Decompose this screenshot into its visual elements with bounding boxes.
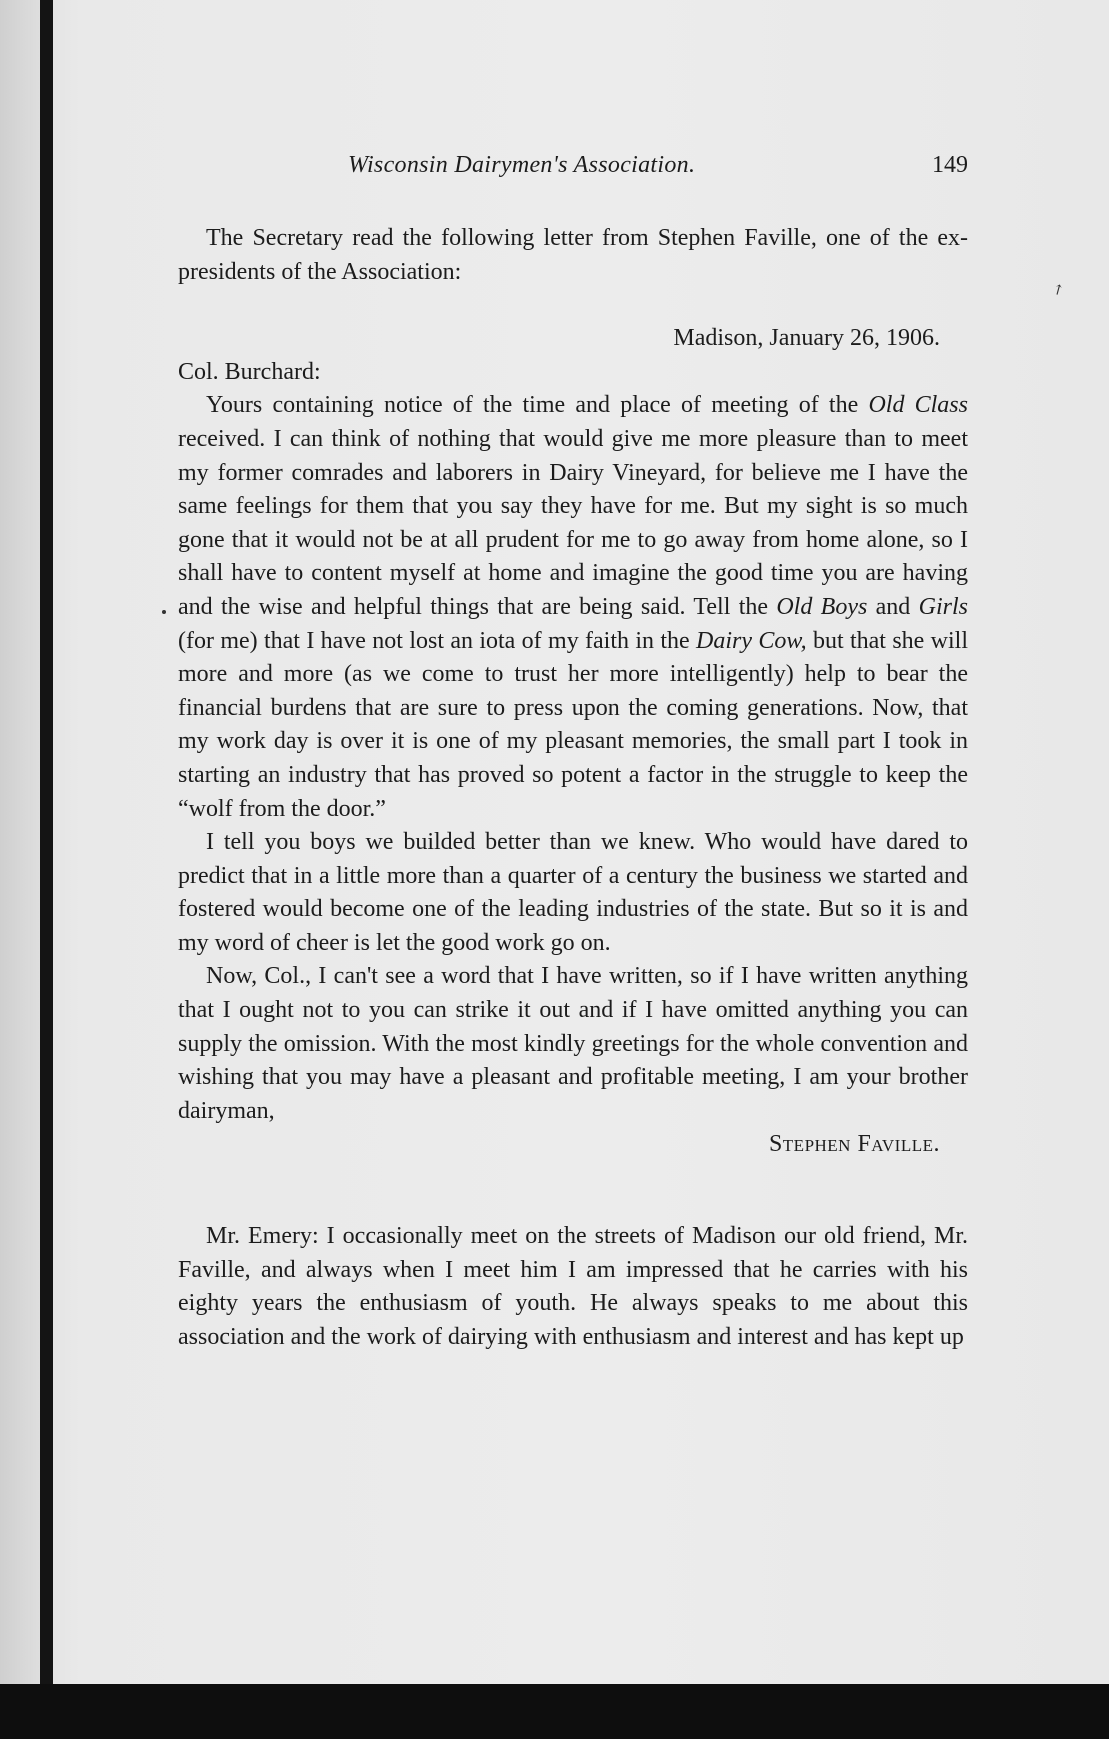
- letter-p1-text-c: and: [867, 593, 919, 620]
- running-header: [178, 152, 968, 188]
- letter-p1-text-a: Yours containing notice of the time and place of meeting of the: [206, 392, 869, 419]
- letter-signature: Stephen Faville.: [768, 1131, 940, 1158]
- letter-p1-text-b: received. I can think of nothing that would give me more pleasure than to meet my former comrades and laborers in Dairy Vineyard, for believe me I have the same feelings for them that you say they have for me. But my sight is so much gone that it would not be at all prudent for me to go away from home alone, so I shall have to content myself at home and imagine the good time you are having and the wise and helpful things that are being said. Tell the: [178, 425, 968, 620]
- letter-p1-italic-girls: Girls: [918, 593, 968, 620]
- letter-p1-italic-old-boys: Old Boys: [776, 593, 868, 620]
- letter-paragraph-2: I tell you boys we builded better than we knew. Who would have dared to predict that in a little more than a quarter of a century the business we started and fostered would become one of the leading industries of the state. But so it is and my word of cheer is let the good work go on.: [178, 829, 968, 956]
- intro-paragraph: The Secretary read the following letter from Stephen Faville, one of the ex-presidents of the Association:: [178, 225, 968, 285]
- page-gutter: [0, 0, 40, 1739]
- book-spine: [40, 0, 53, 1739]
- section-gap: [178, 1162, 968, 1220]
- letter-p1-italic-dairy-cow: Dairy Cow,: [696, 627, 807, 654]
- letter-p1-italic-old-class: Old Class: [868, 392, 968, 419]
- stray-mark: ↗: [1050, 281, 1068, 300]
- letter-paragraph-1: [178, 389, 968, 826]
- body-text: [178, 222, 968, 1354]
- scan-bottom-edge: [0, 1684, 1109, 1739]
- running-title: Wisconsin Dairymen's Association.: [348, 152, 696, 178]
- closing-paragraph: Mr. Emery: I occasionally meet on the streets of Madison our old friend, Mr. Faville, and always when I meet him I am impressed that he carries with his eighty years the enthusiasm of youth. He always speaks to me about this association and the work of dairying with enthusiasm and interest and has kept up: [178, 1223, 968, 1350]
- letter-p1-text-d: (for me) that I have not lost an iota of my faith in the: [178, 627, 697, 654]
- page-number: 149: [932, 152, 968, 178]
- letter-p1-text-e: but that she will more and more (as we come to trust her more intelligently) help to bear the financial burdens that are sure to press upon the coming generations. Now, that my work day is over it is one of my pleasant memories, the small part I took in starting an industry that has proved so potent a factor in the struggle to keep the “wolf from the door.”: [178, 627, 968, 822]
- letter-dateline: Madison, January 26, 1906.: [673, 325, 940, 352]
- letter-paragraph-3: Now, Col., I can't see a word that I have written, so if I have written anything that I ought not to you can strike it out and if I have omitted anything you can supply the omission. With the most kindly greetings for the whole convention and wishing that you may have a pleasant and profitable meeting, I am your brother dairyman,: [178, 963, 968, 1124]
- letter-salutation: Col. Burchard:: [178, 358, 321, 385]
- stray-dot: [162, 610, 166, 614]
